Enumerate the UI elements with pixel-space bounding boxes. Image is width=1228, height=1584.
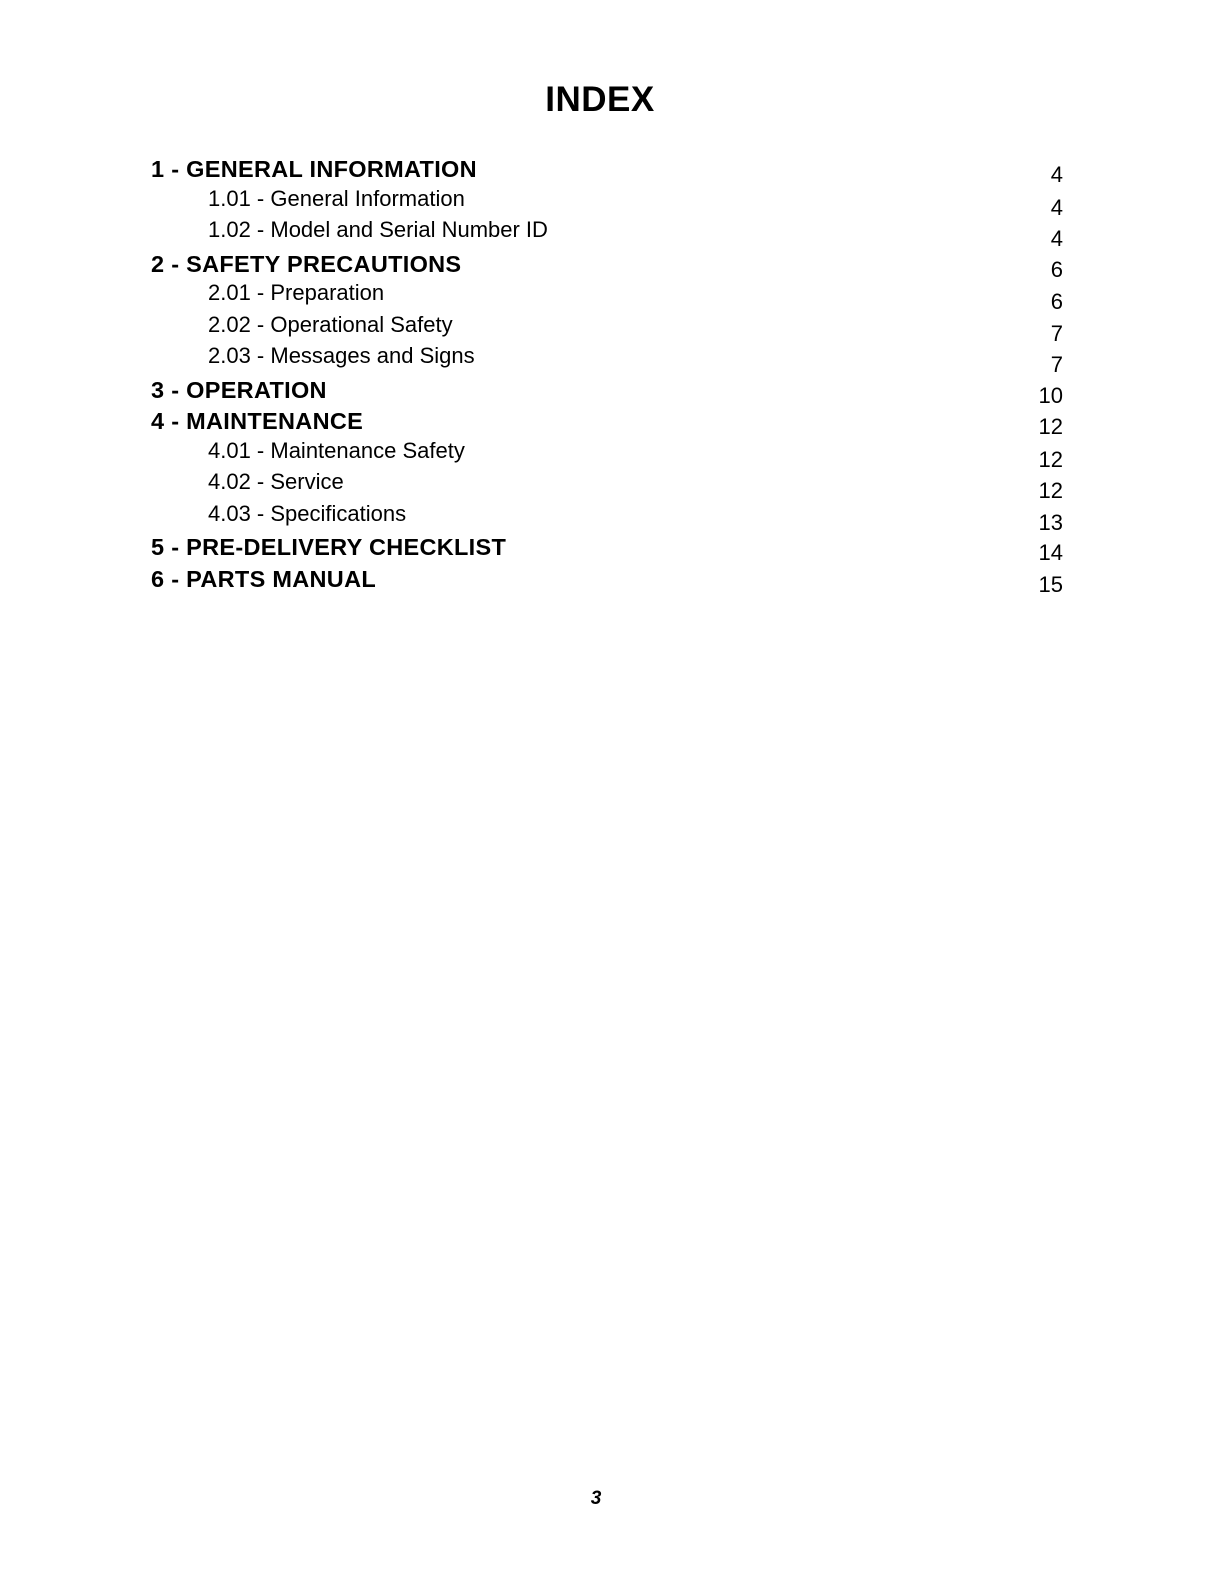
footer-page-number: 3 — [590, 1488, 602, 1509]
toc-subsection-1-01[interactable] — [151, 185, 1063, 220]
toc-subsection-2-03[interactable] — [151, 345, 1063, 377]
toc-page-number: 13 — [1038, 509, 1063, 535]
page-title: INDEX — [545, 80, 655, 119]
toc-page-number: 12 — [1038, 414, 1063, 439]
toc-subsection-label: 1.01 - General Information — [208, 185, 465, 211]
toc-page-number: 4 — [1050, 162, 1063, 187]
toc-page-number: 7 — [1050, 352, 1063, 377]
toc-page-number: 6 — [1050, 256, 1063, 282]
toc-subsection-2-01[interactable] — [151, 282, 1063, 314]
toc-section-4[interactable] — [151, 408, 1063, 440]
toc-section-3[interactable] — [151, 377, 1063, 409]
toc-page-number: 12 — [1038, 478, 1063, 503]
toc-section-5[interactable] — [151, 534, 1063, 566]
toc-section-1[interactable] — [151, 156, 1063, 188]
toc-subsection-label: 2.01 - Preparation — [208, 280, 385, 305]
toc-page-number: 4 — [1050, 226, 1063, 251]
toc-subsection-1-02[interactable] — [151, 219, 1063, 251]
toc-page-number: 10 — [1038, 382, 1063, 408]
toc-page-number: 6 — [1050, 289, 1063, 314]
toc-subsection-2-02[interactable] — [151, 311, 1063, 346]
toc-section-label: 6 - PARTS MANUAL — [151, 565, 376, 592]
toc-subsection-4-03[interactable] — [151, 500, 1063, 535]
toc-page-number: 14 — [1038, 540, 1063, 565]
toc-page-number: 15 — [1038, 571, 1063, 597]
toc-subsection-label: 2.03 - Messages and Signs — [208, 343, 475, 368]
toc-subsection-4-02[interactable] — [151, 471, 1063, 503]
toc-subsection-label: 4.01 - Maintenance Safety — [208, 437, 465, 463]
toc-subsection-label: 2.02 - Operational Safety — [208, 311, 453, 337]
toc-section-label: 1 - GENERAL INFORMATION — [151, 156, 477, 182]
toc-section-6[interactable] — [151, 566, 1063, 598]
toc-subsection-label: 4.03 - Specifications — [208, 500, 407, 526]
toc-page-number: 7 — [1050, 320, 1063, 346]
toc-subsection-label: 4.02 - Service — [208, 469, 344, 494]
toc-section-label: 3 - OPERATION — [151, 376, 327, 403]
toc-page-number: 12 — [1038, 446, 1063, 472]
toc-section-2[interactable] — [151, 251, 1063, 283]
toc-subsection-label: 1.02 - Model and Serial Number ID — [208, 217, 548, 242]
toc-section-label: 5 - PRE-DELIVERY CHECKLIST — [151, 534, 507, 560]
toc-section-label: 2 - SAFETY PRECAUTIONS — [151, 250, 462, 277]
toc-section-label: 4 - MAINTENANCE — [151, 408, 364, 434]
toc-page-number: 4 — [1050, 194, 1063, 220]
toc-subsection-4-01[interactable] — [151, 437, 1063, 472]
table-of-contents — [151, 156, 1063, 597]
